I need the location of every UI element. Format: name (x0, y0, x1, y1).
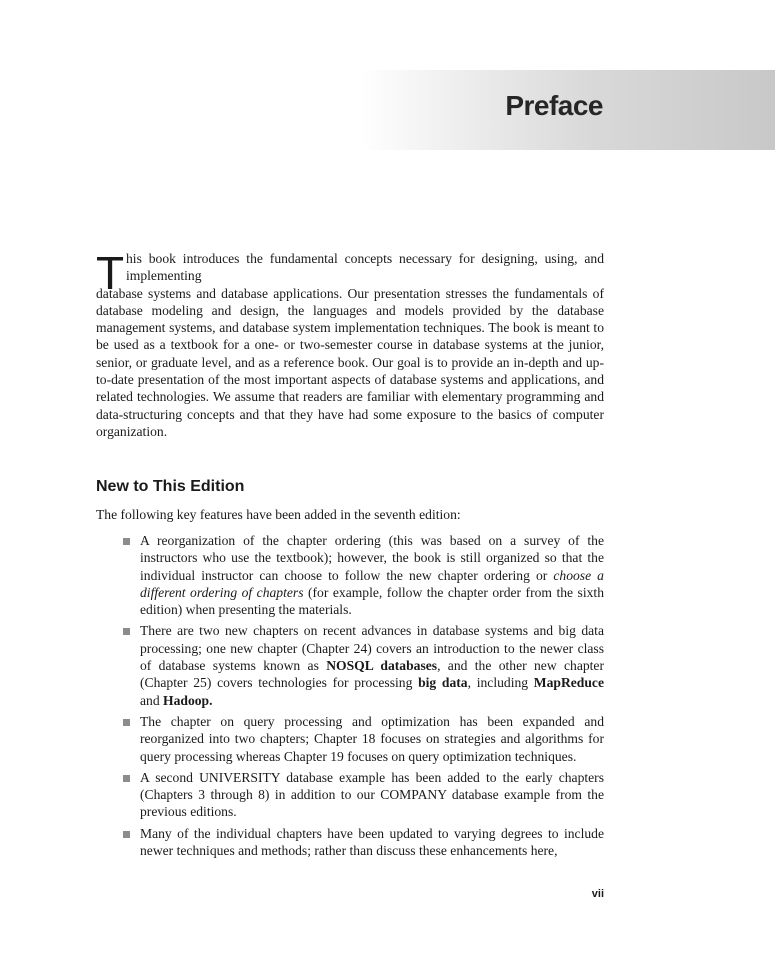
chapter-title: Preface (505, 90, 603, 121)
feature-list (96, 532, 604, 863)
list-item: There are two new chapters on recent advances in database systems and big data processing; one new chapter (Chapter 24) covers an introduction to the newer class of database systems known as NOSQL databases, and the other new chapter (Chapter 25) covers technologies for processing big data, including MapReduce and Hadoop. (96, 622, 604, 708)
list-item: A reorganization of the chapter ordering (this was based on a survey of the instructors who use the textbook); however, the book is still organized so that the individual instructor can choose to follow the new chapter ordering or choose a different ordering of chapters (for example, follow the chapter order from the sixth edition) when presenting the materials. (96, 532, 604, 618)
bullet-square-icon (123, 628, 130, 635)
list-item: A second UNIVERSITY database example has been added to the early chapters (Chapters 3 through 8) in addition to our COMPANY database example from the previous editions. (96, 769, 604, 821)
bold-term: NOSQL databases (326, 658, 438, 674)
emphasis: choose a different ordering of chapters (140, 567, 604, 600)
bullet-square-icon (123, 831, 130, 838)
intro-first-lines-text: his book introduces the fundamental concepts necessary for designing, using, and implementing (126, 251, 604, 284)
bold-term: big data (418, 675, 468, 691)
bullet-square-icon (123, 775, 130, 782)
section-lead: The following key features have been added in the seventh edition: (96, 507, 461, 522)
bold-term: Hadoop. (163, 692, 213, 708)
bold-term: MapReduce (533, 675, 604, 691)
intro-first-lines (96, 247, 604, 299)
drop-cap: T (96, 247, 125, 299)
intro-body: database systems and database applications. Our presentation stresses the fundamentals of database modeling and design, the languages and models provided by the database management systems, and database system implementation techniques. The book is meant to be used as a textbook for a one- or two-semester course in database systems at the junior, senior, or graduate level, and as a reference book. Our goal is to provide an in-depth and up-to-date presentation of the most important aspects of database systems and applications, and related technologies. We assume that readers are familiar with elementary programming and data-structuring concepts and that they have had some exposure to the basics of computer organization. (96, 285, 604, 439)
bullet-square-icon (123, 719, 130, 726)
bullet-square-icon (123, 538, 130, 545)
list-item: The chapter on query processing and optimization has been expanded and reorganized into two chapters; Chapter 18 focuses on strategies and algorithms for query processing whereas Chapter 19 focuses on query optimization techniques. (96, 713, 604, 765)
intro-paragraph (96, 247, 604, 440)
page-number: vii (591, 888, 604, 900)
section-heading: New to This Edition (96, 478, 245, 495)
list-item: Many of the individual chapters have been updated to varying degrees to include newer techniques and methods; rather than discuss these enhancements here, (96, 825, 604, 860)
